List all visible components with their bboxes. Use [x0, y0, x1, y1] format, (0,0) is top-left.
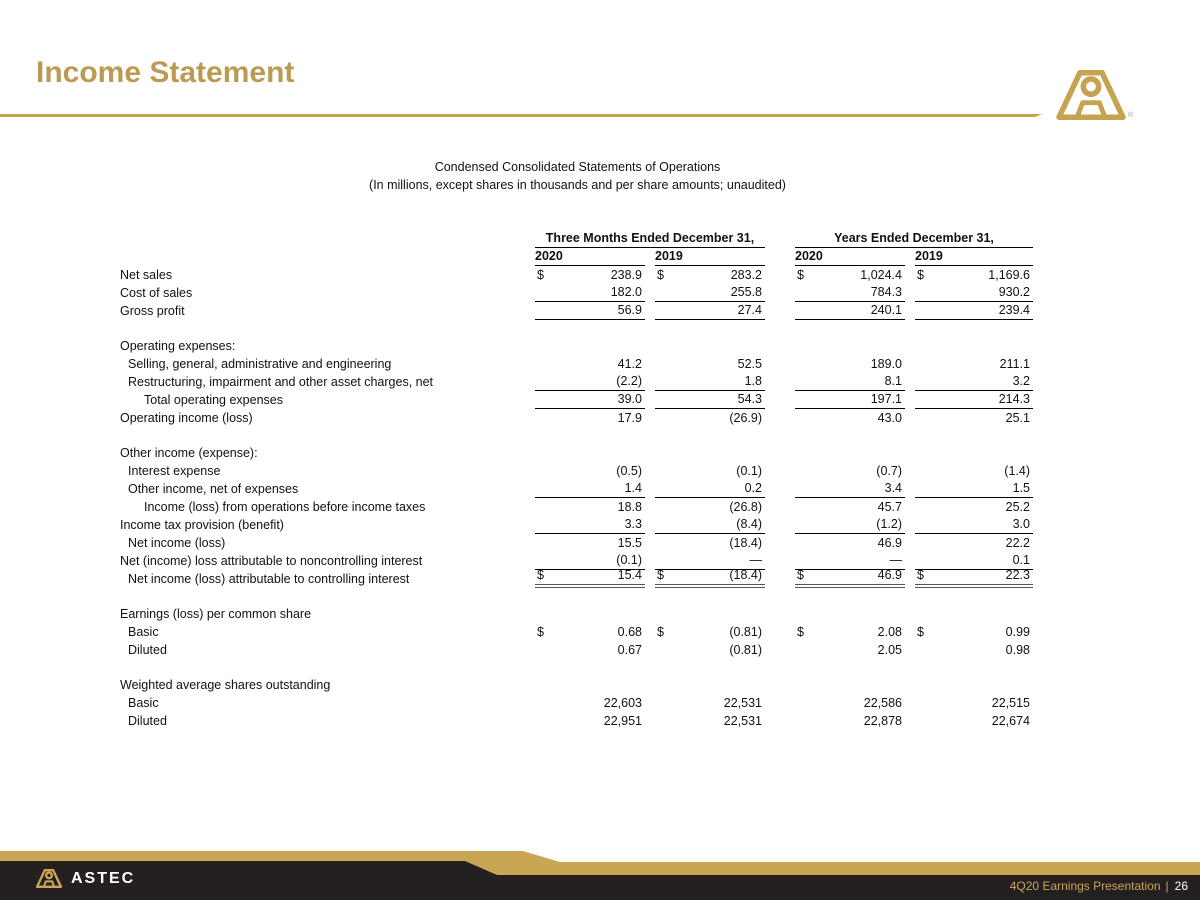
dollar-sign: $ — [537, 568, 544, 582]
table-row — [120, 284, 1035, 302]
value-cell — [915, 373, 1033, 391]
table-row — [120, 355, 1035, 373]
value-text: — — [889, 553, 902, 567]
value-cell — [535, 356, 645, 373]
value-cell — [795, 463, 905, 480]
dollar-sign — [915, 284, 917, 301]
value-cell — [915, 642, 1033, 659]
footer-brand-name: ASTEC — [71, 869, 136, 887]
dollar-sign — [795, 410, 797, 427]
value-cell — [795, 391, 905, 409]
value-text: 784.3 — [870, 285, 902, 299]
value-cell — [655, 480, 765, 498]
value-text: 25.2 — [1005, 500, 1030, 514]
value-cell — [655, 535, 765, 552]
value-cell — [795, 624, 905, 641]
dollar-sign — [915, 302, 917, 319]
value-text: 39.0 — [617, 392, 642, 406]
dollar-sign: $ — [657, 568, 664, 582]
value-text: 22,531 — [723, 696, 762, 710]
value-text: 15.4 — [617, 568, 642, 582]
value-cell — [655, 391, 765, 409]
value-cell — [535, 463, 645, 480]
dollar-sign — [915, 480, 917, 497]
value-cell — [535, 391, 645, 409]
row-label: Net (income) loss attributable to noncontrolling interest — [120, 554, 423, 568]
table-row — [120, 712, 1035, 730]
value-cell — [915, 356, 1033, 373]
value-text: 15.5 — [617, 536, 642, 550]
row-label: Other income (expense): — [120, 446, 258, 460]
dollar-sign — [655, 516, 657, 533]
value-text: 255.8 — [730, 285, 762, 299]
dollar-sign — [915, 463, 917, 480]
value-cell — [915, 463, 1033, 480]
statement-heading-line1: Condensed Consolidated Statements of Operations — [434, 160, 721, 174]
value-cell — [915, 267, 1033, 284]
value-cell — [535, 567, 645, 588]
value-cell — [655, 356, 765, 373]
table-spacer-row — [120, 427, 1035, 444]
value-text: 22.2 — [1005, 536, 1030, 550]
value-text: 22,603 — [603, 696, 642, 710]
table-row — [120, 302, 1035, 320]
value-cell — [795, 713, 905, 730]
dollar-sign: $ — [657, 625, 664, 639]
value-text: 41.2 — [617, 357, 642, 371]
value-text: (2.2) — [616, 374, 642, 388]
value-text: 22,531 — [723, 714, 762, 728]
column-group-header: Years Ended December 31, — [795, 230, 1033, 248]
dollar-sign — [655, 480, 657, 497]
dollar-sign — [795, 356, 797, 373]
value-text: (18.4) — [729, 568, 762, 582]
value-cell — [655, 695, 765, 712]
dollar-sign — [535, 356, 537, 373]
dollar-sign — [655, 499, 657, 516]
row-label: Net income (loss) attributable to controlling interest — [128, 572, 410, 586]
value-text: 54.3 — [737, 392, 762, 406]
value-cell — [655, 642, 765, 659]
value-text: 1.4 — [624, 481, 642, 495]
row-label: Weighted average shares outstanding — [120, 678, 331, 692]
footer-separator: | — [1165, 879, 1169, 893]
value-cell — [795, 567, 905, 588]
dollar-sign — [915, 535, 917, 552]
row-label: Diluted — [128, 643, 167, 657]
value-cell — [795, 535, 905, 552]
row-label: Earnings (loss) per common share — [120, 607, 312, 621]
value-text: (0.5) — [616, 464, 642, 478]
value-text: 0.68 — [617, 625, 642, 639]
value-cell — [655, 410, 765, 427]
value-text: (26.8) — [729, 500, 762, 514]
page-title: Income Statement — [36, 56, 295, 89]
dollar-sign: $ — [797, 625, 804, 639]
value-cell — [795, 642, 905, 659]
astec-footer-logo-icon — [36, 865, 62, 892]
dollar-sign — [535, 373, 537, 390]
value-cell — [655, 373, 765, 391]
value-text: 46.9 — [877, 568, 902, 582]
value-text: (26.9) — [729, 411, 762, 425]
statement-heading-line2: (In millions, except shares in thousands and per share amounts; unaudited) — [369, 178, 786, 192]
value-cell — [795, 284, 905, 302]
header-divider — [0, 114, 1042, 117]
statement-heading — [120, 158, 1035, 194]
value-cell — [795, 480, 905, 498]
dollar-sign — [915, 499, 917, 516]
dollar-sign — [535, 499, 537, 516]
value-text: 930.2 — [998, 285, 1030, 299]
value-text: 2.05 — [877, 643, 902, 657]
table-row — [120, 462, 1035, 480]
value-cell — [535, 713, 645, 730]
value-text: 46.9 — [877, 536, 902, 550]
row-label: Diluted — [128, 714, 167, 728]
value-cell — [535, 535, 645, 552]
dollar-sign — [795, 535, 797, 552]
dollar-sign — [655, 284, 657, 301]
table-row — [120, 694, 1035, 712]
value-cell — [535, 373, 645, 391]
dollar-sign — [795, 516, 797, 533]
row-label: Gross profit — [120, 304, 185, 318]
table-spacer-row — [120, 588, 1035, 605]
value-text: 18.8 — [617, 500, 642, 514]
value-cell — [915, 410, 1033, 427]
dollar-sign — [535, 516, 537, 533]
dollar-sign — [655, 642, 657, 659]
value-cell — [915, 516, 1033, 534]
value-text: (18.4) — [729, 536, 762, 550]
dollar-sign — [655, 391, 657, 408]
dollar-sign: $ — [917, 625, 924, 639]
value-text: (0.81) — [729, 643, 762, 657]
dollar-sign — [795, 642, 797, 659]
table-year-header-row — [120, 248, 1035, 266]
dollar-sign — [655, 463, 657, 480]
value-cell — [915, 624, 1033, 641]
dollar-sign — [535, 480, 537, 497]
dollar-sign — [795, 463, 797, 480]
value-text: 3.2 — [1012, 374, 1030, 388]
value-cell — [795, 356, 905, 373]
dollar-sign: $ — [537, 625, 544, 639]
footer-page-info — [1010, 879, 1188, 893]
row-label: Restructuring, impairment and other asset charges, net — [128, 375, 434, 389]
value-text: — — [749, 553, 762, 567]
dollar-sign — [655, 356, 657, 373]
value-cell — [915, 567, 1033, 588]
row-label: Operating expenses: — [120, 339, 236, 353]
income-statement-table — [120, 230, 1035, 730]
table-row — [120, 534, 1035, 552]
value-text: 3.3 — [624, 517, 642, 531]
value-text: 56.9 — [617, 303, 642, 317]
dollar-sign — [655, 713, 657, 730]
dollar-sign — [795, 499, 797, 516]
value-cell — [655, 713, 765, 730]
row-label: Net income (loss) — [128, 536, 226, 550]
value-text: (0.1) — [616, 553, 642, 567]
dollar-sign: $ — [917, 268, 924, 282]
dollar-sign — [795, 695, 797, 712]
dollar-sign: $ — [657, 268, 664, 282]
dollar-sign — [655, 302, 657, 319]
dollar-sign — [535, 302, 537, 319]
value-cell — [535, 302, 645, 320]
table-row — [120, 676, 1035, 694]
value-text: 2.08 — [877, 625, 902, 639]
table-spacer-row — [120, 659, 1035, 676]
dollar-sign — [915, 695, 917, 712]
value-cell — [535, 284, 645, 302]
value-cell — [655, 302, 765, 320]
column-year-header: 2019 — [915, 248, 1033, 266]
value-text: 1.8 — [744, 374, 762, 388]
dollar-sign — [795, 391, 797, 408]
table-spacer-row — [120, 320, 1035, 337]
dollar-sign — [795, 713, 797, 730]
value-cell — [535, 516, 645, 534]
value-cell — [915, 302, 1033, 320]
table-row — [120, 498, 1035, 516]
value-cell — [535, 267, 645, 284]
dollar-sign — [535, 642, 537, 659]
value-cell — [915, 713, 1033, 730]
value-text: 1.5 — [1012, 481, 1030, 495]
value-cell — [535, 480, 645, 498]
row-label: Other income, net of expenses — [128, 482, 299, 496]
value-text: 27.4 — [737, 303, 762, 317]
row-label: Total operating expenses — [144, 393, 283, 407]
value-text: 0.1 — [1012, 553, 1030, 567]
dollar-sign — [535, 391, 537, 408]
value-text: 0.2 — [744, 481, 762, 495]
value-text: 240.1 — [870, 303, 902, 317]
row-label: Operating income (loss) — [120, 411, 253, 425]
value-cell — [795, 695, 905, 712]
table-row — [120, 480, 1035, 498]
table-row — [120, 605, 1035, 623]
value-text: 45.7 — [877, 500, 902, 514]
dollar-sign — [915, 410, 917, 427]
value-text: 238.9 — [610, 268, 642, 282]
row-label: Basic — [128, 696, 159, 710]
value-text: 182.0 — [610, 285, 642, 299]
value-cell — [915, 480, 1033, 498]
value-text: 1,024.4 — [860, 268, 902, 282]
value-text: 211.1 — [999, 357, 1030, 371]
value-text: 22.3 — [1005, 568, 1030, 582]
value-text: 3.0 — [1012, 517, 1030, 531]
value-cell — [535, 642, 645, 659]
column-group-header: Three Months Ended December 31, — [535, 230, 765, 248]
value-text: 239.4 — [998, 303, 1030, 317]
value-cell — [655, 567, 765, 588]
value-cell — [795, 373, 905, 391]
value-text: 17.9 — [617, 411, 642, 425]
table-row — [120, 373, 1035, 391]
value-text: 3.4 — [884, 481, 902, 495]
table-row — [120, 444, 1035, 462]
value-text: 43.0 — [877, 411, 902, 425]
dollar-sign — [535, 463, 537, 480]
value-cell — [795, 516, 905, 534]
table-row — [120, 516, 1035, 534]
dollar-sign: $ — [917, 568, 924, 582]
value-text: (8.4) — [736, 517, 762, 531]
value-text: 22,586 — [863, 696, 902, 710]
column-year-header: 2019 — [655, 248, 765, 266]
table-row — [120, 641, 1035, 659]
value-text: 1,169.6 — [988, 268, 1030, 282]
value-cell — [655, 463, 765, 480]
dollar-sign — [535, 410, 537, 427]
dollar-sign — [915, 642, 917, 659]
table-row — [120, 391, 1035, 409]
row-label: Basic — [128, 625, 159, 639]
page-number: 26 — [1174, 879, 1188, 893]
value-text: 0.67 — [617, 643, 642, 657]
value-text: 22,951 — [603, 714, 642, 728]
dollar-sign — [655, 410, 657, 427]
astec-logo-icon — [1056, 70, 1126, 120]
footer-brand — [36, 864, 135, 893]
value-cell — [795, 410, 905, 427]
table-row — [120, 337, 1035, 355]
value-text: 22,878 — [863, 714, 902, 728]
value-cell — [535, 695, 645, 712]
value-cell — [795, 302, 905, 320]
row-label: Income tax provision (benefit) — [120, 518, 284, 532]
value-cell — [655, 624, 765, 641]
table-group-header-row — [120, 230, 1035, 248]
value-cell — [535, 499, 645, 516]
value-cell — [915, 535, 1033, 552]
value-text: (0.81) — [729, 625, 762, 639]
value-cell — [535, 624, 645, 641]
value-text: (0.1) — [736, 464, 762, 478]
registered-trademark-mark: ® — [1128, 112, 1134, 119]
table-row — [120, 570, 1035, 588]
value-text: 22,515 — [991, 696, 1030, 710]
value-text: 8.1 — [884, 374, 902, 388]
dollar-sign — [655, 535, 657, 552]
value-text: 197.1 — [870, 392, 902, 406]
dollar-sign — [535, 284, 537, 301]
table-row — [120, 266, 1035, 284]
dollar-sign — [655, 695, 657, 712]
dollar-sign — [915, 391, 917, 408]
value-cell — [535, 410, 645, 427]
value-cell — [655, 516, 765, 534]
dollar-sign — [795, 480, 797, 497]
dollar-sign — [655, 373, 657, 390]
dollar-sign — [915, 516, 917, 533]
dollar-sign: $ — [797, 568, 804, 582]
row-label: Income (loss) from operations before income taxes — [144, 500, 426, 514]
dollar-sign — [535, 695, 537, 712]
value-text: 189.0 — [870, 357, 902, 371]
dollar-sign — [535, 535, 537, 552]
dollar-sign — [915, 356, 917, 373]
dollar-sign: $ — [537, 268, 544, 282]
table-row — [120, 409, 1035, 427]
table-row — [120, 623, 1035, 641]
value-cell — [795, 267, 905, 284]
value-text: 0.98 — [1005, 643, 1030, 657]
row-label: Cost of sales — [120, 286, 193, 300]
value-text: (0.7) — [876, 464, 902, 478]
value-text: 214.3 — [998, 392, 1030, 406]
value-cell — [655, 499, 765, 516]
value-text: (1.2) — [876, 517, 902, 531]
value-text: 52.5 — [737, 357, 762, 371]
value-text: 22,674 — [991, 714, 1030, 728]
row-label: Net sales — [120, 268, 173, 282]
value-cell — [915, 499, 1033, 516]
value-text: 283.2 — [730, 268, 762, 282]
row-label: Interest expense — [128, 464, 221, 478]
dollar-sign: $ — [797, 268, 804, 282]
value-cell — [655, 267, 765, 284]
value-cell — [655, 284, 765, 302]
value-cell — [915, 695, 1033, 712]
dollar-sign — [535, 713, 537, 730]
value-cell — [915, 284, 1033, 302]
dollar-sign — [795, 284, 797, 301]
dollar-sign — [795, 302, 797, 319]
value-cell — [915, 391, 1033, 409]
row-label: Selling, general, administrative and engineering — [128, 357, 392, 371]
value-text: 0.99 — [1005, 625, 1030, 639]
dollar-sign — [915, 373, 917, 390]
value-text: 25.1 — [1005, 411, 1030, 425]
footer-caption: 4Q20 Earnings Presentation — [1009, 879, 1161, 893]
dollar-sign — [915, 713, 917, 730]
value-text: (1.4) — [1004, 464, 1030, 478]
dollar-sign — [795, 373, 797, 390]
value-cell — [795, 499, 905, 516]
column-year-header: 2020 — [795, 248, 905, 266]
column-year-header: 2020 — [535, 248, 645, 266]
